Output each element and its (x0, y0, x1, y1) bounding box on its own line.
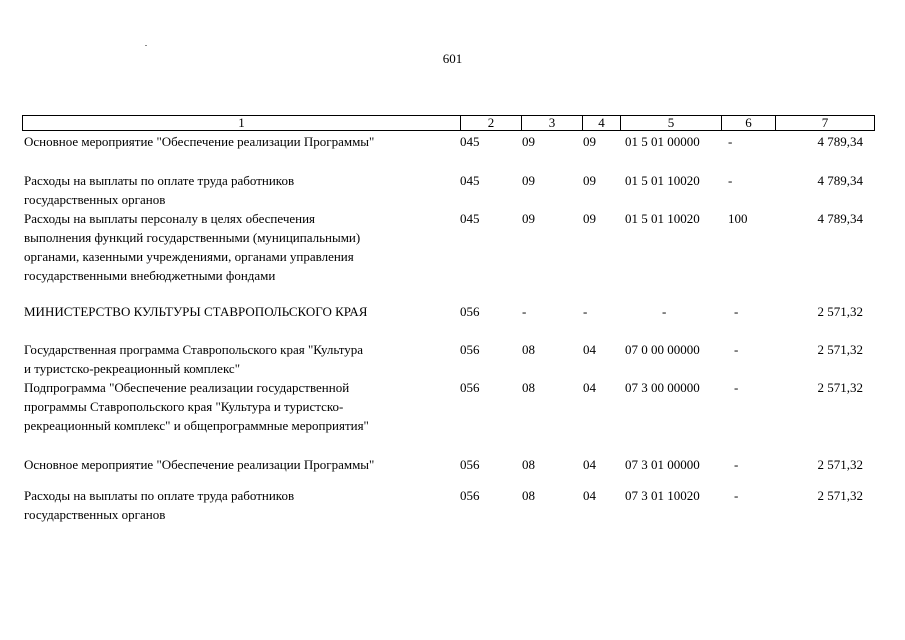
row-col-5: 07 0 00 00000 (625, 342, 700, 357)
row-name-line: МИНИСТЕРСТВО КУЛЬТУРЫ СТАВРОПОЛЬСКОГО КРАЯ (24, 304, 368, 319)
row-col-5: 01 5 01 10020 (625, 173, 700, 188)
row-name-line: Государственная программа Ставропольского края "Культура (24, 342, 364, 357)
row-col-6: - (728, 134, 733, 149)
row-col-7: 4 789,34 (817, 134, 863, 149)
page-number: 601 (442, 51, 463, 66)
row-name-line: и туристско-рекреационный комплекс" (24, 361, 241, 376)
row-name-line: выполнения функций государственными (муниципальными) (24, 230, 361, 245)
row-col-4: 04 (583, 457, 596, 472)
row-col-6: - (734, 380, 739, 395)
row-col-7: 2 571,32 (817, 488, 863, 503)
row-name (24, 340, 454, 378)
row-col-4: - (583, 304, 588, 319)
row-name-line: Расходы на выплаты по оплате труда работников (24, 488, 295, 503)
header-col-2: 2 (460, 116, 521, 130)
row-name-line: Основное мероприятие "Обеспечение реализации Программы" (24, 457, 375, 472)
row-col-4: 04 (583, 488, 596, 503)
row-col-4: 09 (583, 134, 596, 149)
header-col-7: 7 (775, 116, 874, 130)
row-name (24, 132, 454, 151)
row-name-line: Расходы на выплаты по оплате труда работников (24, 173, 295, 188)
row-name-line: государственных органов (24, 507, 166, 522)
row-name-line: программы Ставропольского края "Культура и туристско- (24, 399, 344, 414)
row-col-3: 08 (522, 457, 535, 472)
row-col-5: 01 5 01 00000 (625, 134, 700, 149)
header-col-6: 6 (721, 116, 775, 130)
row-name-line: органами, казенными учреждениями, органами управления (24, 249, 354, 264)
row-col-2: 056 (460, 342, 480, 357)
row-col-7: 2 571,32 (817, 342, 863, 357)
row-col-3: 09 (522, 173, 535, 188)
row-col-4: 09 (583, 211, 596, 226)
row-col-6: - (734, 342, 739, 357)
table-header (22, 115, 875, 131)
row-name (24, 171, 454, 209)
row-col-2: 056 (460, 380, 480, 395)
row-col-3: 09 (522, 211, 535, 226)
row-col-7: 2 571,32 (817, 380, 863, 395)
row-col-6: - (728, 173, 733, 188)
row-name (24, 209, 454, 285)
row-col-7: 4 789,34 (817, 211, 863, 226)
row-name-line: государственных органов (24, 192, 166, 207)
row-col-5: 07 3 01 00000 (625, 457, 700, 472)
row-col-5: 07 3 00 00000 (625, 380, 700, 395)
row-col-2: 056 (460, 488, 480, 503)
row-col-6: - (734, 304, 739, 319)
header-col-3: 3 (521, 116, 582, 130)
row-col-3: 08 (522, 488, 535, 503)
row-col-5: - (662, 304, 667, 319)
row-col-6: 100 (728, 211, 748, 226)
header-col-1: 1 (238, 115, 245, 130)
row-col-7: 2 571,32 (817, 457, 863, 472)
row-col-7: 2 571,32 (817, 304, 863, 319)
row-col-2: 045 (460, 211, 480, 226)
scan-speck (145, 45, 147, 46)
row-name (24, 302, 454, 321)
row-name-line: Расходы на выплаты персоналу в целях обеспечения (24, 211, 316, 226)
row-col-3: 08 (522, 342, 535, 357)
row-col-7: 4 789,34 (817, 173, 863, 188)
row-col-3: 09 (522, 134, 535, 149)
row-col-5: 01 5 01 10020 (625, 211, 700, 226)
row-name (24, 455, 454, 474)
row-name (24, 378, 454, 435)
header-col-4: 4 (582, 116, 620, 130)
row-col-4: 09 (583, 173, 596, 188)
row-name-line: рекреационный комплекс" и общепрограммные мероприятия" (24, 418, 369, 433)
row-name-line: Подпрограмма "Обеспечение реализации государственной (24, 380, 350, 395)
row-col-6: - (734, 457, 739, 472)
row-name-line: государственными внебюджетными фондами (24, 268, 276, 283)
row-col-4: 04 (583, 380, 596, 395)
row-col-6: - (734, 488, 739, 503)
row-col-4: 04 (583, 342, 596, 357)
row-name (24, 486, 454, 524)
row-col-2: 056 (460, 304, 480, 319)
row-col-2: 056 (460, 457, 480, 472)
row-col-3: - (522, 304, 527, 319)
header-col-5: 5 (620, 116, 721, 130)
row-name-line: Основное мероприятие "Обеспечение реализации Программы" (24, 134, 375, 149)
row-col-2: 045 (460, 173, 480, 188)
row-col-2: 045 (460, 134, 480, 149)
row-col-5: 07 3 01 10020 (625, 488, 700, 503)
row-col-3: 08 (522, 380, 535, 395)
